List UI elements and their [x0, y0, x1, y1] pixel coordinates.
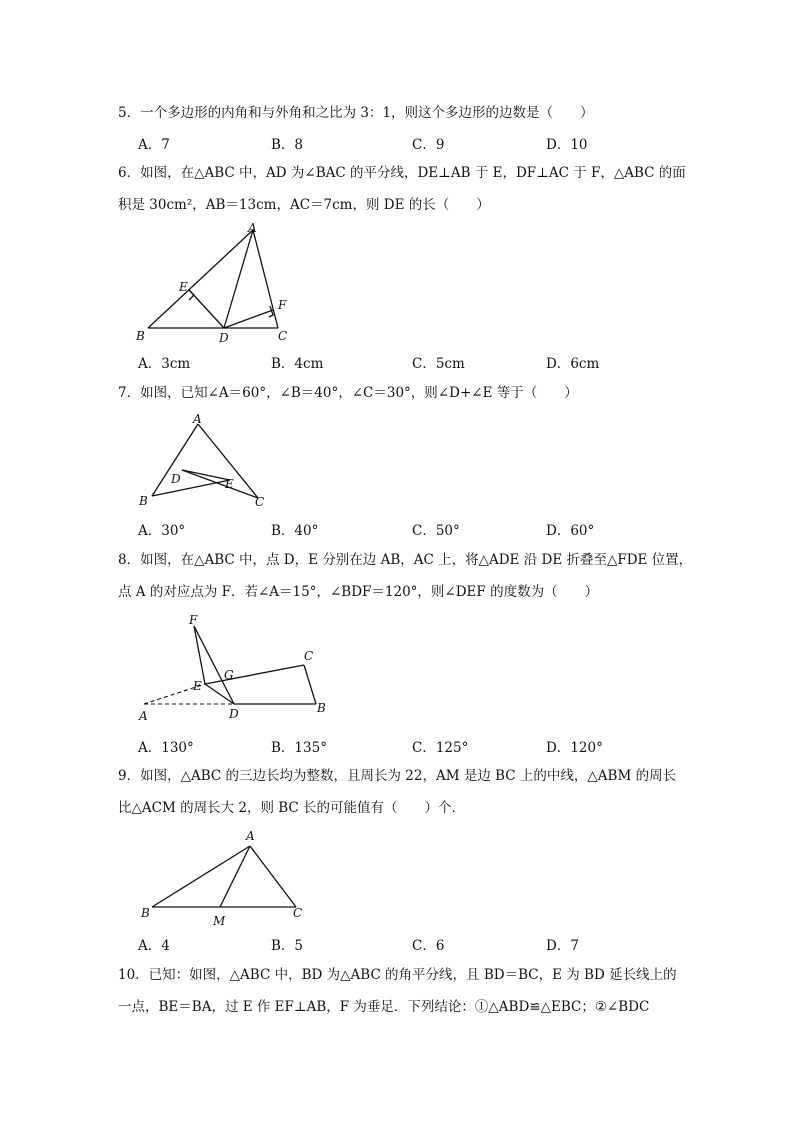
label-e: E	[193, 679, 202, 693]
label-b: B	[141, 906, 150, 920]
question-stem-line2: 点 A 的对应点为 F．若∠A＝15°，∠BDF＝120°，则∠DEF 的度数为（ ）	[118, 584, 599, 600]
label-f: F	[278, 298, 287, 312]
label-f: F	[189, 613, 198, 627]
label-c: C	[255, 495, 265, 509]
segment-ac	[250, 846, 296, 907]
option-c[interactable]: C．9	[412, 137, 445, 153]
option-b[interactable]: B．5	[271, 938, 304, 954]
options-q7	[138, 519, 698, 539]
label-a: A	[246, 829, 255, 843]
option-d[interactable]: D．120°	[546, 740, 603, 756]
segment-ab	[148, 230, 253, 328]
option-d[interactable]: D．60°	[546, 523, 595, 539]
option-c[interactable]: C．6	[412, 938, 445, 954]
label-b: B	[139, 494, 148, 508]
question-stem: 9．如图，△ABC 的三边长均为整数，且周长为 22，AM 是边 BC 上的中线，△ABM 的周长	[118, 768, 677, 784]
figure-q9	[130, 828, 320, 928]
question-stem: 7．如图，已知∠A＝60°，∠B＝40°，∠C＝30°，则∠D+∠E 等于（ ）	[118, 385, 578, 401]
label-c: C	[293, 906, 303, 920]
segment-de	[189, 290, 224, 328]
label-d: D	[219, 331, 229, 345]
segment-ed	[205, 684, 234, 704]
option-c[interactable]: C．5cm	[412, 356, 465, 372]
question-stem-line2: 积是 30cm²，AB＝13cm，AC＝7cm，则 DE 的长（ ）	[118, 197, 490, 213]
label-a: A	[248, 221, 257, 235]
label-a: A	[193, 412, 202, 426]
label-m: M	[213, 914, 226, 928]
label-a: A	[139, 709, 148, 723]
question-6	[118, 163, 684, 215]
figure-q7	[130, 410, 280, 515]
option-c[interactable]: C．50°	[412, 523, 460, 539]
segment-ec	[205, 665, 304, 684]
option-d[interactable]: D．10	[546, 137, 588, 153]
option-a[interactable]: A．130°	[138, 740, 194, 756]
question-8	[118, 550, 693, 602]
option-a[interactable]: A．3cm	[138, 356, 191, 372]
figure-q8	[130, 610, 340, 725]
question-9	[118, 766, 684, 818]
question-stem-line2: 比△ACM 的周长大 2，则 BC 长的可能值有（ ）个．	[118, 800, 466, 816]
option-c[interactable]: C．125°	[412, 740, 469, 756]
label-d: D	[229, 707, 239, 721]
option-a[interactable]: A．7	[138, 137, 170, 153]
segment-ad	[224, 230, 253, 328]
options-q9	[138, 934, 698, 954]
question-7	[118, 383, 684, 403]
options-q6	[138, 352, 698, 372]
label-d: D	[171, 472, 181, 486]
option-b[interactable]: B．40°	[271, 523, 319, 539]
label-g: G	[224, 668, 234, 682]
question-stem: 10．已知：如图，△ABC 中，BD 为△ABC 的角平分线，且 BD＝BC，E 为 BD 延长线上的	[118, 967, 677, 983]
question-stem: 6．如图，在△ABC 中，AD 为∠BAC 的平分线，DE⊥AB 于 E，DF⊥AC 于 F，△ABC 的面	[118, 165, 686, 181]
option-a[interactable]: A．4	[138, 938, 170, 954]
options-q5	[138, 133, 698, 153]
option-b[interactable]: B．135°	[271, 740, 327, 756]
question-10	[118, 965, 684, 1017]
segment-fe	[194, 626, 205, 684]
segment-df	[224, 310, 273, 328]
option-d[interactable]: D．7	[546, 938, 579, 954]
options-q8	[138, 736, 698, 756]
label-c: C	[304, 649, 314, 663]
question-5	[118, 103, 684, 123]
question-stem: 5．一个多边形的内角和与外角和之比为 3：1，则这个多边形的边数是（ ）	[118, 105, 594, 121]
label-e: E	[225, 477, 234, 491]
option-d[interactable]: D．6cm	[546, 356, 600, 372]
option-b[interactable]: B．8	[271, 137, 304, 153]
label-b: B	[136, 329, 145, 343]
label-b: B	[317, 701, 326, 715]
segment-cb	[304, 665, 316, 704]
label-c: C	[278, 329, 288, 343]
segment-be	[152, 480, 230, 496]
option-b[interactable]: B．4cm	[271, 356, 324, 372]
label-e: E	[179, 280, 188, 294]
question-stem: 8．如图，在△ABC 中，点 D，E 分别在边 AB，AC 上，将△ADE 沿 DE 折叠至△FDE 位置，	[118, 552, 693, 568]
right-angle-mark-e	[189, 290, 194, 300]
option-a[interactable]: A．30°	[138, 523, 186, 539]
question-stem-line2: 一点，BE＝BA，过 E 作 EF⊥AB，F 为垂足．下列结论：①△ABD≌△EBC；②∠BDC	[118, 999, 650, 1015]
figure-q6	[130, 220, 300, 350]
